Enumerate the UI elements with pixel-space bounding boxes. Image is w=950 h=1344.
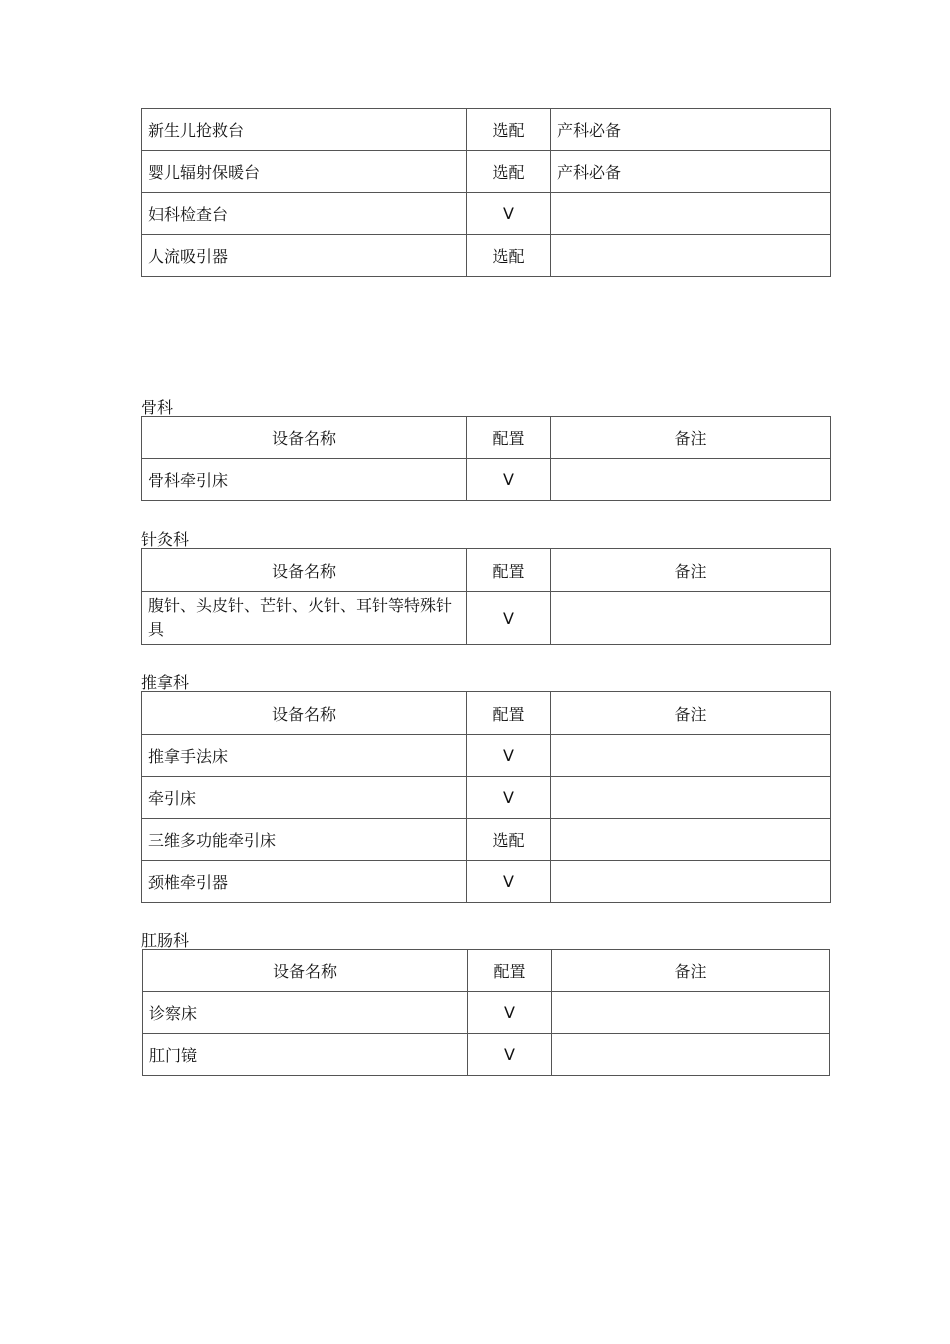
equipment-name: 诊察床 <box>143 992 468 1034</box>
table-row <box>142 592 831 645</box>
anorectal-equipment-table <box>142 949 830 1076</box>
equipment-config: 选配 <box>467 819 551 861</box>
table-row <box>142 819 831 861</box>
equipment-config: 选配 <box>467 151 551 193</box>
table-row <box>143 1034 830 1076</box>
acupuncture-equipment-table <box>141 548 831 645</box>
equipment-config: 选配 <box>467 235 551 277</box>
section-title-acupuncture: 针灸科 <box>141 530 190 549</box>
obstetrics-equipment-table <box>141 108 831 277</box>
equipment-name: 肛门镜 <box>143 1034 468 1076</box>
column-header-config: 配置 <box>467 692 551 735</box>
equipment-note <box>551 819 831 861</box>
table-row <box>142 459 831 501</box>
table-row <box>143 992 830 1034</box>
table-header-row <box>142 417 831 459</box>
equipment-name: 推拿手法床 <box>142 735 467 777</box>
equipment-name: 人流吸引器 <box>142 235 467 277</box>
table-header-row <box>142 549 831 592</box>
orthopedics-equipment-table <box>141 416 831 501</box>
column-header-note: 备注 <box>551 692 831 735</box>
table-header-row <box>143 950 830 992</box>
column-header-name: 设备名称 <box>142 692 467 735</box>
equipment-name: 新生儿抢救台 <box>142 109 467 151</box>
column-header-name: 设备名称 <box>142 549 467 592</box>
table-row <box>142 777 831 819</box>
equipment-note <box>551 459 831 501</box>
table-row <box>142 109 831 151</box>
equipment-config: V <box>468 992 552 1034</box>
column-header-note: 备注 <box>551 417 831 459</box>
column-header-name: 设备名称 <box>143 950 468 992</box>
tuina-equipment-table <box>141 691 831 903</box>
column-header-config: 配置 <box>468 950 552 992</box>
equipment-name: 颈椎牵引器 <box>142 861 467 903</box>
equipment-config: 选配 <box>467 109 551 151</box>
table-row <box>142 735 831 777</box>
section-title-orthopedics: 骨科 <box>141 398 174 417</box>
equipment-name: 牵引床 <box>142 777 467 819</box>
equipment-note <box>551 193 831 235</box>
table-row <box>142 193 831 235</box>
equipment-name: 腹针、头皮针、芒针、火针、耳针等特殊针具 <box>142 592 467 645</box>
equipment-note <box>551 592 831 645</box>
equipment-name: 骨科牵引床 <box>142 459 467 501</box>
equipment-config: V <box>468 1034 552 1076</box>
column-header-config: 配置 <box>467 417 551 459</box>
table-row <box>142 861 831 903</box>
equipment-config: V <box>467 592 551 645</box>
equipment-name: 三维多功能牵引床 <box>142 819 467 861</box>
table-row <box>142 151 831 193</box>
equipment-config: V <box>467 777 551 819</box>
equipment-config: V <box>467 459 551 501</box>
equipment-config: V <box>467 193 551 235</box>
equipment-note <box>551 861 831 903</box>
equipment-note <box>551 235 831 277</box>
equipment-note <box>552 1034 830 1076</box>
equipment-note: 产科必备 <box>551 151 831 193</box>
column-header-note: 备注 <box>551 549 831 592</box>
equipment-note <box>551 735 831 777</box>
equipment-name: 婴儿辐射保暖台 <box>142 151 467 193</box>
section-title-tuina: 推拿科 <box>141 673 190 692</box>
table-row <box>142 235 831 277</box>
column-header-note: 备注 <box>552 950 830 992</box>
column-header-config: 配置 <box>467 549 551 592</box>
equipment-config: V <box>467 861 551 903</box>
equipment-note: 产科必备 <box>551 109 831 151</box>
equipment-name: 妇科检查台 <box>142 193 467 235</box>
column-header-name: 设备名称 <box>142 417 467 459</box>
equipment-config: V <box>467 735 551 777</box>
equipment-note <box>551 777 831 819</box>
table-header-row <box>142 692 831 735</box>
section-title-anorectal: 肛肠科 <box>141 931 190 950</box>
equipment-note <box>552 992 830 1034</box>
